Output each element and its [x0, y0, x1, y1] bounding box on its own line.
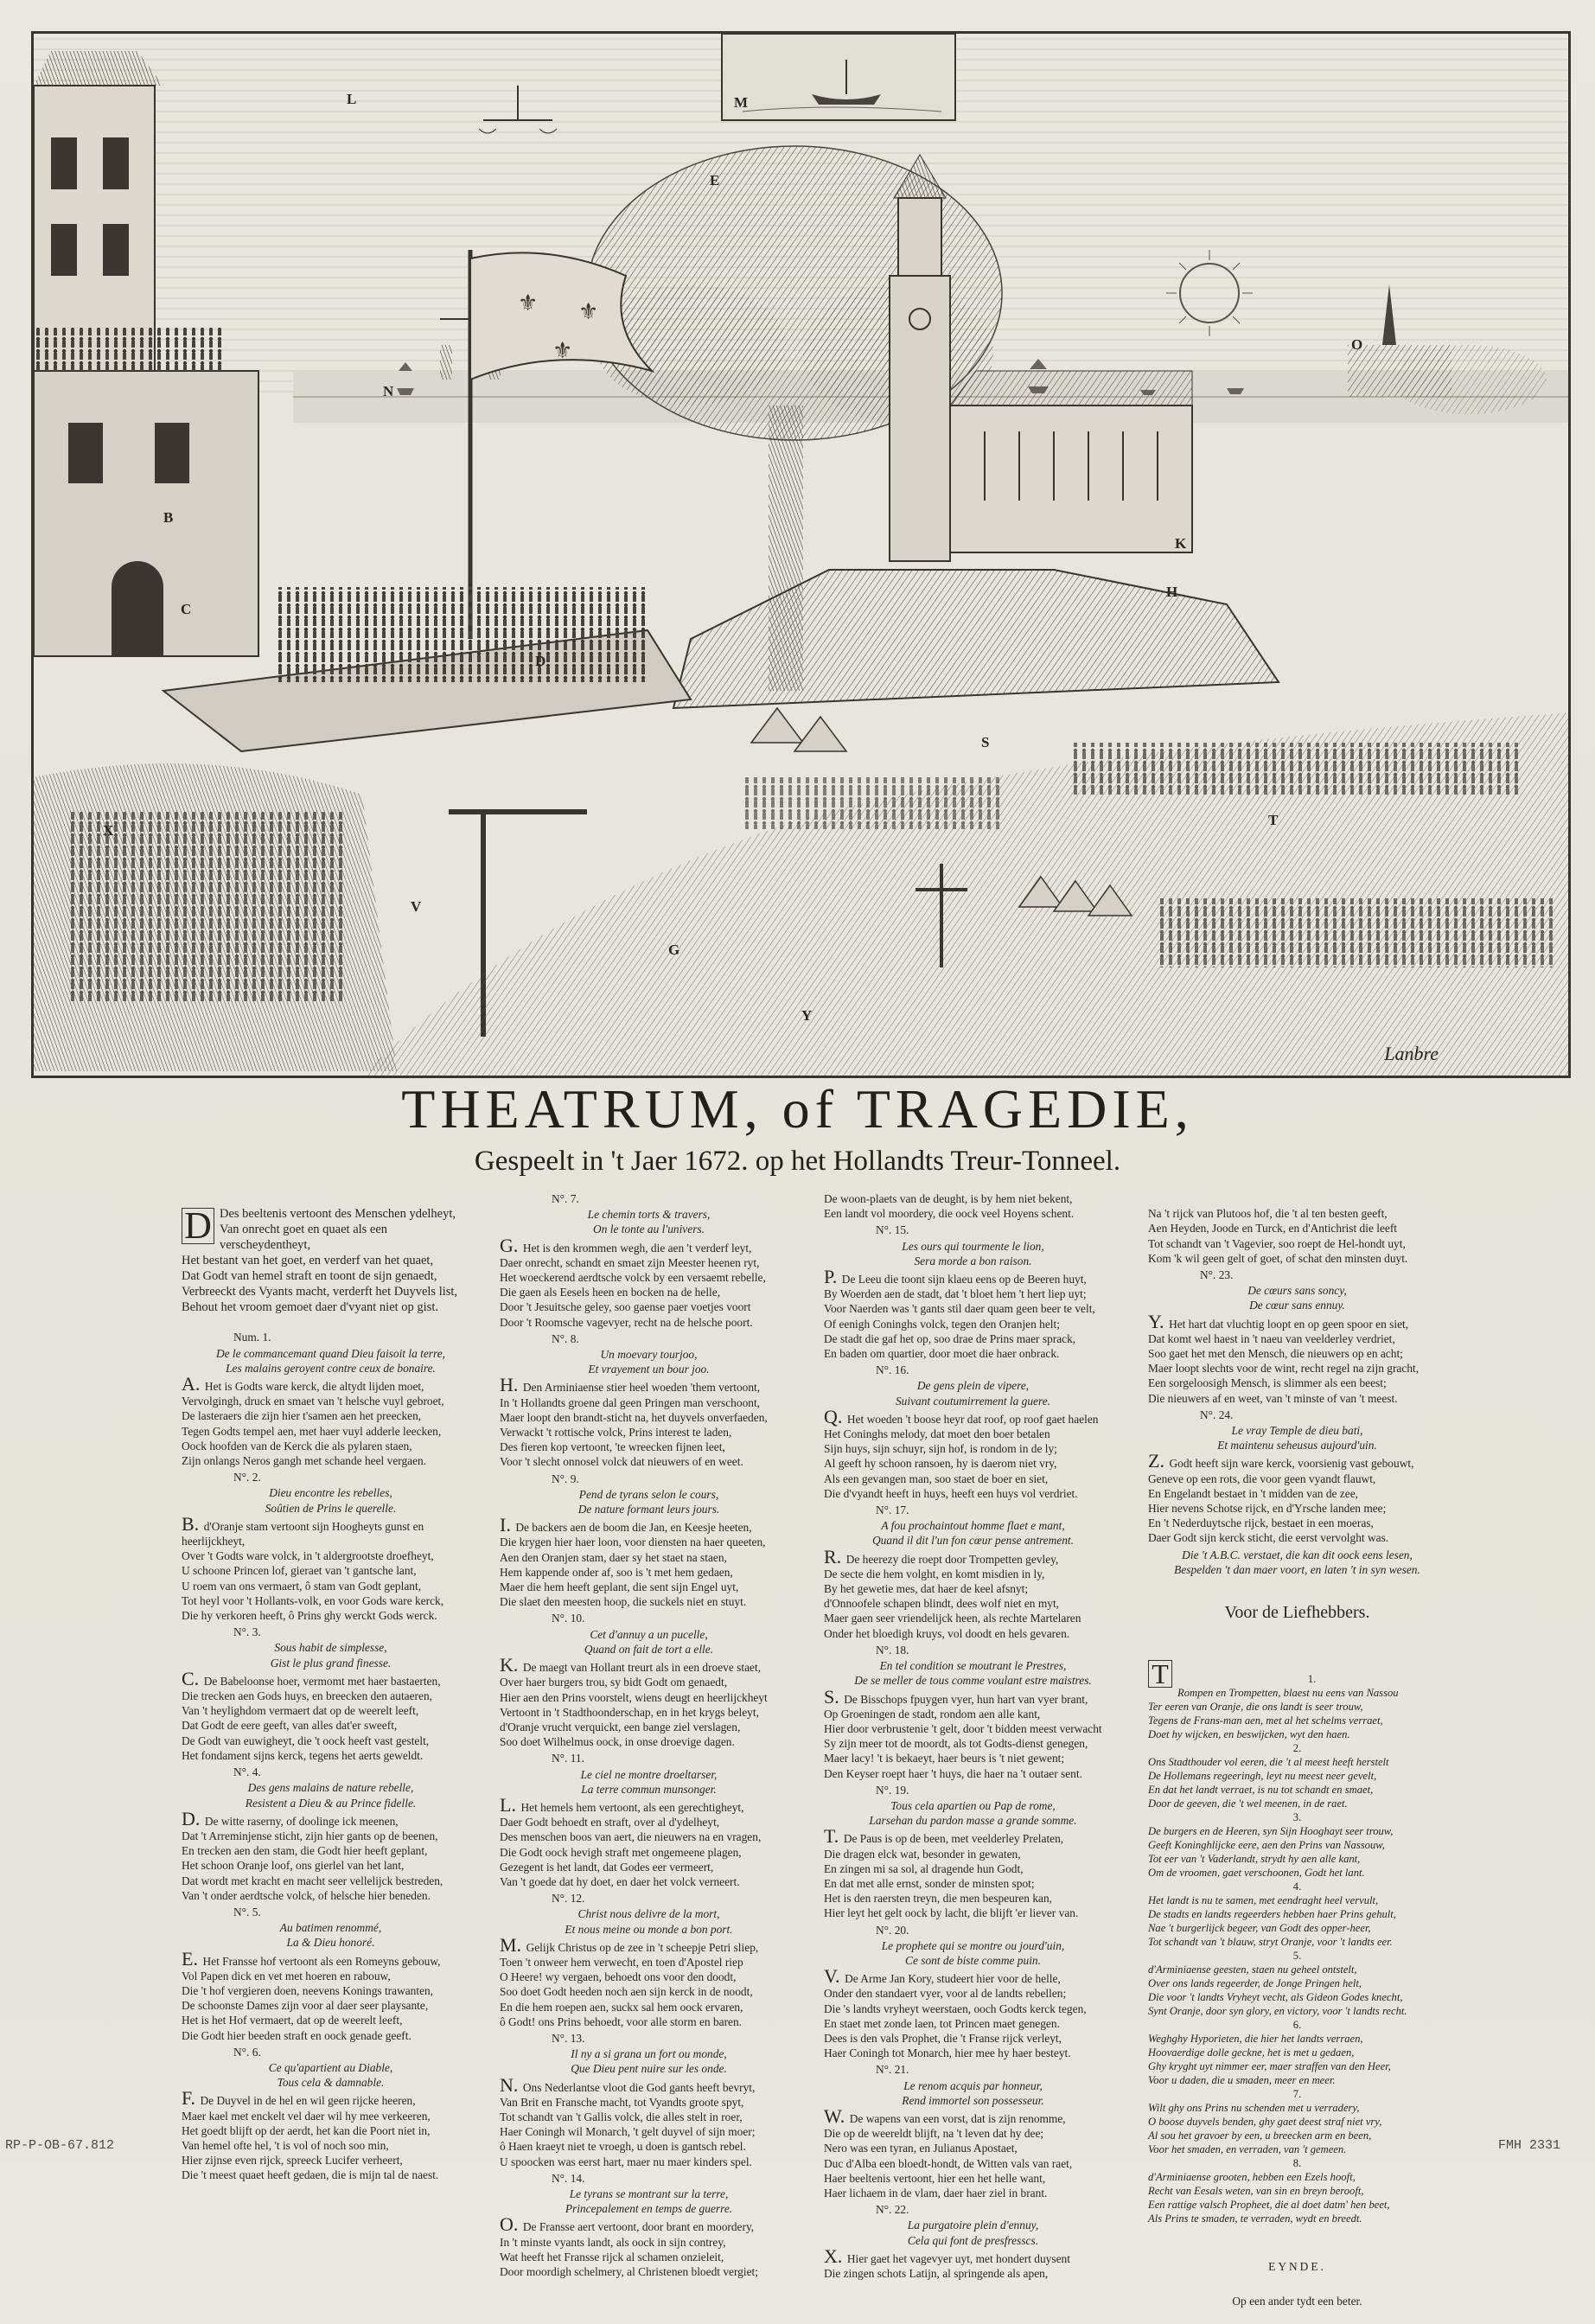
verse-letter: R.	[824, 1545, 846, 1567]
verse-text: Het is den krommen wegh, die aen 't verderf leyt, Daer onrecht, schandt en smaet zijn Meester heenen ryt, Het woeckerend aerdtsche volck by een versaemt rebelle, Die gaen als Eesels heen en bocken na de helle, Door 't Jesuitsche geley, soo gaense paer voetjes voort Door 't Roomsche vagevyer, recht na de helsche poort.	[500, 1241, 766, 1329]
french-motto: Un moevary tourjoo, Et vrayement un bour joo.	[588, 1348, 710, 1376]
stanza-number: 3.	[1292, 1810, 1302, 1823]
stanza-text: Het landt is nu te samen, met eendraght heel vervult, De stadts en landts regeerders hebben haer Prins gehult, Nae 't burgerlijck begeer, van Godt des opper-heer, Tot schandt van 't blauw, stryt Oranje, voor 't landts eer.	[1148, 1893, 1396, 1948]
shelfmark-right: FMH 2331	[1497, 2138, 1560, 2153]
text-column-3	[824, 1191, 1122, 2282]
verse-entry	[500, 1472, 798, 1610]
stanza-text: Weghghy Hyporieten, die hier het landts verraen, Hoovaerdige dolle geckne, het is met u gedaen, Ghy kryght uyt nimmer eer, maer straffen van den Heer, Voor u daden, die u smaden, meer en meer.	[1148, 2032, 1391, 2086]
verse-number: N°. 24.	[1200, 1408, 1234, 1421]
verse-text: De Arme Jan Kory, studeert hier voor de helle, Onder den standaert vyer, voor al de landts rebellen; Die 's landts vryheyt weerstaen, ooch Godts kerck tegen, En staet met zonde laen, tot Princen maet genegen. Dees is den vals Prophet, die 't Franse rijck verleyt, Haer Coningh tot Monarch, hier mee hy haer besteyt.	[824, 1972, 1087, 2060]
svg-text:⚜: ⚜	[552, 338, 573, 364]
stanza-number: 7.	[1292, 2087, 1302, 2100]
verse-number: Num. 1.	[233, 1331, 271, 1344]
verse-text: De Fransse aert vertoont, door brant en moordery, In 't minste vyants landt, als oock in sijn contrey, Wat heeft het Fransse rijck al schamen onzieleit, Door moordigh schelmery, al Christenen bloedt vergiet;	[500, 2220, 758, 2279]
intro-text: Des beeltenis vertoont des Menschen ydelheyt, Van onrecht goet en quaet als een verscheydentheyt, Het bestant van het goet, en verderf van het quaet, Dat Godt van hemel straft en toont de sijn genaedt, Verbreeckt des Vyants macht, verderft het Duyvels list, Behout het vroom gemoet daer d'vyant niet op gist.	[182, 1207, 458, 1315]
verse-number: N°. 23.	[1200, 1268, 1234, 1282]
verse-number: N°. 4.	[233, 1765, 261, 1779]
verse-number: N°. 21.	[876, 2063, 909, 2077]
song-stanza	[1148, 2018, 1446, 2087]
verse-number: N°. 10.	[552, 1612, 585, 1625]
french-motto: De cœurs sans soncy, De cœur sans ennuy.	[1247, 1284, 1347, 1312]
verse-entry	[182, 1470, 480, 1623]
french-motto: Sous habit de simplesse, Gist le plus grand finesse.	[270, 1641, 392, 1670]
song-stanza	[1148, 1880, 1446, 1949]
verse-entry	[500, 1891, 798, 2029]
french-motto: De gens plein de vipere, Suivant coutumirrement la guere.	[895, 1379, 1050, 1408]
verse-number: N°. 17.	[876, 1504, 909, 1517]
verse-text: De backers aen de boom die Jan, en Keesje heeten, Die krygen hier haer loon, voor diensten na haer queeten, Aen den Oranjen stam, daer sy het staet na staen, Hem kappende onder af, soo is 't met hem gedaen, Maer die hem heeft geplant, die sent sijn Engel uyt, Die slaet den meesten hoop, die suckels niet en stuyt.	[500, 1521, 766, 1609]
plate-letter-e: E	[710, 172, 720, 188]
french-motto: Le vray Temple de dieu bati, Et maintenu seheusus aujourd'uin.	[1217, 1424, 1377, 1452]
verse-entry	[500, 1751, 798, 1889]
svg-text:⚜: ⚜	[578, 299, 599, 325]
verse-text: De Bisschops fpuygen vyer, hun hart van vyer brant, Op Groeningen de stadt, rondom aen alle kant, Hier door verbrustenie 't gelt, door 't bidden meest verwacht Sy zijn meer tot de moordt, als tot Godts-dienst genegen, Maer lacy! 't is bekaeyt, haer beurs is 't niet gewent; Den Keyser roept haer 't huys, die haer na 't outaer sent.	[824, 1692, 1102, 1780]
plate-letter-s: S	[981, 734, 990, 750]
song-stanza	[1148, 1949, 1446, 2018]
verse-number: N°. 20.	[876, 1923, 909, 1937]
verse-text: De Leeu die toont sijn klaeu eens op de Beeren huyt, By Woerden aen de stadt, dat 't bloet hem 't hert liep uyt; Voor Naerden was 't gants stil daer quam geen beer te velt, Of eenigh Coninghs volck, tegen den Oranjen helt; De stadt die gaf het op, soo drae de Prins maer sprack, En baden om quartier, door moet die haer onbrack.	[824, 1273, 1095, 1361]
plate-letter-m: M	[734, 94, 749, 111]
verse-entry	[182, 1625, 480, 1763]
verse-letter: K.	[500, 1654, 523, 1676]
french-motto: Tous cela apartien ou Pap de rome, Larsehan du pardon masse a grande somme.	[869, 1798, 1077, 1828]
verse-letter: F.	[182, 2087, 201, 2110]
plate-letter-c: C	[181, 601, 192, 617]
plate-letter-o: O	[1351, 336, 1363, 353]
stanza-text: d'Arminiaense geesten, staen nu geheel ontstelt, Over ons lands regeerder, de Jonge Pringen helt, Die voor 't landts Vryheyt vecht, als Gideon Godes knecht, Synt Oranje, door syn glory, en victory, voor 't landts recht.	[1148, 1963, 1407, 2017]
verse-entry	[824, 2062, 1122, 2200]
verse-letter: P.	[824, 1266, 842, 1288]
verse-text: De heerezy die roept door Trompetten gevley, De secte die hem volght, en komt misdien in ly, By het gewetie mes, dat haer de keel afsnyt; d'Onnoofele schapen blindt, dees wolf niet en myt, Maer gaen seer vriendelijck heen, als rechte Martelaren Onder het bloedigh kruys, vol doodt en hels gevaren.	[824, 1552, 1081, 1640]
song-stanza	[1148, 1810, 1446, 1880]
verse-number: N°. 7.	[552, 1192, 579, 1205]
verse-letter: W.	[824, 2104, 850, 2127]
verse-letter: G.	[500, 1234, 523, 1256]
verse-number: N°. 11.	[552, 1752, 584, 1765]
text-column-1	[182, 1191, 480, 2200]
verse-entry	[500, 2031, 798, 2169]
verse-entry	[182, 1330, 480, 1468]
verse-entry	[824, 1363, 1122, 1501]
verse-letter: Z.	[1148, 1450, 1170, 1472]
verse-number: N°. 14.	[552, 2171, 585, 2185]
verse-number: N°. 19.	[876, 1783, 909, 1797]
verse-entry	[182, 1905, 480, 2043]
plate-letter-v: V	[411, 898, 422, 915]
french-motto: Le prophete qui se montre ou jourd'uin, Ce sont de biste comme puin.	[881, 1938, 1065, 1967]
verse-text: Het woeden 't boose heyr dat roof, op roof gaet haelen Het Coninghs melody, dat moet den boer betalen Sijn huys, sijn schuyr, sijn hof, is rondom in de ly; Al geeft hy schoon ransoen, hy is daerom niet vry, Als een gevangen man, soo staet de boer en siet, Die d'vyandt heeft in huys, heeft een huys vol verdriet.	[824, 1412, 1099, 1500]
verse-number: N°. 13.	[552, 2031, 585, 2045]
verse-entry	[1148, 1408, 1446, 1546]
plate-letter-b: B	[163, 509, 174, 526]
verse-text: Het hemels hem vertoont, als een gerechtigheyt, Daer Godt behoedt en straft, over al d'ydelheyt, Des menschen boos van aert, die nieuwers na en vragen, Die Godt oock hevigh straft met ongemeene plagen, Gezegent is het landt, dat Godes eer vermeert, Van 't goede dat hy doet, en daer het volck verneert.	[500, 1800, 762, 1888]
text-column-4	[1148, 1191, 1446, 2324]
verse-number: N°. 9.	[552, 1472, 579, 1485]
verse-letter: Q.	[824, 1405, 847, 1427]
verse-number: N°. 18.	[876, 1643, 909, 1657]
text-column-2	[500, 1191, 798, 2281]
verse-entry	[500, 2171, 798, 2279]
verse-number: N°. 5.	[233, 1905, 261, 1919]
verse-number: N°. 15.	[876, 1223, 909, 1237]
stanza-text: Wilt ghy ons Prins nu schenden met u verradery, O boose duyvels benden, ghy gaet deest straf niet vry, Al sou het gravoer by een, u breecken arm en been, Voor het smaden, en verraden, van 't gemeen.	[1148, 2101, 1382, 2155]
verse-letter: C.	[182, 1667, 204, 1689]
plate-letter-n: N	[383, 383, 394, 399]
verse-entry	[182, 1765, 480, 1903]
verse-entry	[1148, 1206, 1446, 1266]
verse-number: N°. 6.	[233, 2045, 261, 2059]
verse-text: De Paus is op de been, met veelderley Prelaten, Die dragen elck wat, besonder in gewaten, En zingen mi sa sol, al dragende hun Godt, En dat met alle ernst, sonder de minsten spot; Het is den raersten treyn, die men bespeuren kan, Hier leyt het gelt oock by lacht, die blijft 'er liever van.	[824, 1832, 1079, 1920]
french-motto: Cet d'annuy a un pucelle, Quand on fait de tort a elle.	[584, 1627, 714, 1656]
stanza-number: 6.	[1292, 2018, 1302, 2031]
french-motto: Les ours qui tourmente le lion, Sera morde a bon raison.	[902, 1239, 1044, 1267]
plate-letter-t: T	[1268, 812, 1279, 828]
french-motto: La purgatoire plein d'ennuy, Cela qui font de presfresscs.	[907, 2219, 1039, 2247]
french-motto: Le tyrans se montrant sur la terre, Princepalement en temps de guerre.	[565, 2187, 733, 2216]
stanza-text: De burgers en de Heeren, syn Sijn Hooghayt seer trouw, Geeft Koninghlijcke eere, aen den Prins van Nassouw, Tot eer van 't Vaderlandt, strydt hy aen alle kant, Om de vroomen, gaet verschoonen, Godt het lant.	[1148, 1824, 1394, 1879]
stanza-text: Ons Stadthouder vol eeren, die 't al meest heeft herstelt De Hollemans regeeringh, leyt nu meest neer gevelt, En dat het landt verraet, is nu tot schandt en smaet, Door de geeven, die 't wel meenen, in de raet.	[1148, 1755, 1389, 1810]
verse-text: De maegt van Hollant treurt als in een droeve staet, Over haer burgers trou, sy bidt Godt om genaedt, Hier aen den Prins voorstelt, wiens deugt en heerlijckheyt Vertoont in 't Stadthoonderschap, en in het krygs beleyt, d'Oranje vrucht verquickt, een bange ziel verslagen, Soo doet Wilhelmus oock, in onse droevige dagen.	[500, 1661, 768, 1749]
french-motto: Le ciel ne montre droeltarser, La terre commun munsonger.	[580, 1767, 718, 1796]
footer-line: Op een ander tydt een beter.	[1232, 2295, 1362, 2308]
etching-plate	[31, 31, 1571, 1078]
page-title: THEATRUM, of TRAGEDIE,	[401, 1078, 1194, 1140]
intro-verse	[182, 1206, 480, 1315]
verse-entry	[824, 2202, 1122, 2281]
plate-letter-d: D	[535, 653, 546, 669]
verse-entry	[500, 1191, 798, 1330]
french-motto: Le chemin torts & travers, On le tonte au l'univers.	[587, 1208, 711, 1236]
french-motto: Des gens malains de nature rebelle, Resistent a Dieu & au Prince fidelle.	[245, 1781, 417, 1810]
verse-letter: L.	[500, 1793, 521, 1816]
french-motto: Christ nous delivre de la mort, Et nous meine ou monde a bon port.	[565, 1907, 733, 1936]
verse-text: Den Arminiaense stier heel woeden 'them vertoont, In 't Hollandts groene dal geen Pringen man verschoont, Maer loopt den brandt-sticht na, het duyvels onverfaeden, Verwackt 't rottische volck, Prins interest te laden, Des fieren kop vertoont, 'te wreecken fijnen leet, Voor 't slecht onnosel volck dat nieuwers of en weet.	[500, 1381, 768, 1469]
verse-text: Hier gaet het vagevyer uyt, met hondert duysent Die zingen schots Latijn, al springende als apen,	[824, 2251, 1070, 2281]
stanza-number: 5.	[1292, 1949, 1302, 1962]
verse-text: Godt heeft sijn ware kerck, voorsienig vast gebouwt, Geneve op een rots, die voor geen vyandt flauwt, En Engelandt bestaet in 't midden van de zee, Hier nevens Schotse rijck, en d'Yrsche landen mee; En 't Nederduytsche rijck, bestaet in een moeras, Daer Godt sijn kerck sticht, die eerst vervolght was.	[1148, 1457, 1414, 1545]
verse-letter: I.	[500, 1514, 516, 1536]
verse-letter: M.	[500, 1933, 526, 1956]
stanza-number: 8.	[1292, 2156, 1302, 2169]
plate-letter-g: G	[668, 942, 680, 958]
verse-letter: D.	[182, 1807, 205, 1829]
liefhebbers-heading: Voor de Liefhebbers.	[1224, 1603, 1370, 1623]
verse-letter: O.	[500, 2213, 523, 2236]
song-stanza	[1148, 2087, 1446, 2156]
stanza-number: 1.	[1307, 1672, 1317, 1685]
verse-number: N°. 2.	[233, 1471, 261, 1484]
plate-letter-y: Y	[801, 1007, 813, 1024]
verse-entry	[1148, 1267, 1446, 1406]
verse-text: De woon-plaets van de deught, is by hem niet bekent, Een landt vol moordery, die oock veel Hoyens schent.	[824, 1192, 1075, 1221]
stanza-number: 4.	[1292, 1880, 1302, 1893]
verse-text: De Duyvel in de hel en wil geen rijcke heeren, Maer kael met enckelt vel daer wil hy mee verkeeren, Het goedt blijft op der aerdt, het kan die Poort niet in, Van hemel ofte hel, 't is vol of noch soo min, Hier zijnse even rijck, spreeck Lucifer verheert, Die 't meest quaet heeft gedaen, die is mijn tal de naest.	[182, 2094, 439, 2182]
verse-letter: B.	[182, 1512, 204, 1535]
french-motto: A fou prochaintout homme flaet e mant, Quand il dit l'un fon cœur pense antrement.	[872, 1519, 1074, 1548]
verse-entry	[500, 1331, 798, 1470]
french-motto: En tel condition se moutrant le Prestres, De se meller de tous comme voulant estre maistres.	[854, 1659, 1092, 1688]
french-motto: Dieu encontre les rebelles, Soûtien de Prins le querelle.	[265, 1486, 397, 1515]
french-motto: Die 't A.B.C. verstaet, die kan dit oock eens lesen, Bespelden 't dan maer voort, en laten 't in syn wesen.	[1174, 1548, 1420, 1576]
french-motto: Ce qu'apartient au Diable, Tous cela & damnable.	[268, 2060, 393, 2090]
song-stanza	[1148, 2156, 1446, 2225]
verse-text: Het Fransse hof vertoont als een Romeyns gebouw, Vol Papen dick en vet met hoeren en rabouw, Die 't hof vergieren doen, neevens Konings trawanten, De schoonste Dames zijn voor al daer seer playsante, Het is het Hof vermaert, dat op de weerelt leeft, Die Godt hier beeden straft en oock genade geeft.	[182, 1954, 441, 2042]
french-motto: De le commancemant quand Dieu faisoit la terre, Les malains geroyent contre ceux de bonaire.	[215, 1346, 446, 1375]
verse-entry	[182, 2045, 480, 2183]
verse-number: N°. 3.	[233, 1625, 261, 1639]
verse-letter: N.	[500, 2073, 523, 2096]
verse-entry	[1148, 1548, 1446, 1577]
verse-letter: V.	[824, 1965, 845, 1988]
verse-text: De Babeloonse hoer, vermomt met haer bastaerten, Die trecken aen Gods huys, en breecken den autaeren, Van 't heylighdom vermaert dat op de weerelt leeft, Dat Godt de eere geeft, van alles dat'er sweeft, De Godt van euwigheyt, die 't oock heeft vast gestelt, Het fondament sijns kerck, tegens het aerts geweldt.	[182, 1674, 441, 1762]
plate-letter-x: X	[103, 822, 114, 839]
svg-text:⚜: ⚜	[518, 290, 539, 316]
verse-letter: S.	[824, 1685, 845, 1708]
french-motto: Pend de tyrans selon le cours, De nature formant leurs jours.	[577, 1487, 720, 1516]
verse-number: N°. 12.	[552, 1892, 585, 1906]
verse-entry	[824, 1223, 1122, 1361]
verse-text: De wapens van een vorst, dat is zijn renomme, Die op de weereldt blijft, na 't leven dat hy dee; Nero was een tyran, en Julianus Apostaet, Duc d'Alba een bloedt-hondt, de Witten vals van raet, Haer beeltenis vertoont, hier een het helle want, Haer lichaem in de vlam, daer haer ziel in brant.	[824, 2111, 1073, 2200]
verse-text: Het hart dat vluchtig loopt en op geen spoor en siet, Dat komt wel haest in 't naeu van veelderley verdriet, Soo gaet het met den Mensch, die nieuwers op en acht; Maer loopt slechts voor de wint, recht regel na zijn gracht, Een sorgeloosigh Mensch, is slimmer als een beest; Die nieuwers af en weet, van 't minste of van 't meest.	[1148, 1317, 1420, 1405]
verse-letter: E.	[182, 1947, 203, 1970]
verse-text: Gelijk Christus op de zee in 't scheepje Petri sliep, Toen 't onweer hem verwecht, en toen d'Apostel riep O Heere! wy vergaen, behoedt ons voor den doodt, Soo doet Godt heeden noch aen sijn kerck in de noodt, En die hem roepen aen, suckx sal hem oock ervaren, ô Godt! ons Prins behoedt, voor alle storm en baren.	[500, 1940, 759, 2028]
verse-text: De witte raserny, of doolinge ick meenen, Dat 't Arreminjense sticht, zijn hier gants op de beenen, En trecken aen den stam, die Godt hier heeft geplant, Het schoon Oranje loof, ons gierlel van het lant, Dat wordt met kracht en macht seer vellelijck bestreden, Van 't onder aerdtsche volck, of helsche hier beneden.	[182, 1814, 443, 1902]
drop-capital: D	[182, 1208, 214, 1244]
verse-entry	[824, 1503, 1122, 1641]
verse-text: d'Oranje stam vertoont sijn Hoogheyts gunst en heerlijckheyt, Over 't Godts ware volck, in 't aldergrootste droefheyt, U schoone Princen lof, gieraet van 't gantsche lant, U roem van ons vermaert, ô stam van Godt geplant, Tot heyl voor 't Hollants-volk, en voor Gods ware kerck, Die hy verkoren heeft, ô Prins ghy werckt Gods werck.	[182, 1519, 444, 1623]
french-motto: Le renom acquis par honneur, Rend immortel son possesseur.	[902, 2078, 1044, 2107]
verse-letter: Y.	[1148, 1310, 1170, 1332]
verse-number: N°. 22.	[876, 2203, 909, 2217]
verse-text: Ons Nederlantse vloot die God gants heeft bevryt, Van Brit en Fransche macht, tot Vyandts groote spyt, Tot schandt van 't Gallis volck, die alles stelt in roer, Haer Coningh wil Monarch, 't gelt duyvel of sijn moer; ô Haen kraeyt niet te vroegh, u doen is gantsch rebel. U spoocken was eerst hart, maer nu maer kinders spel.	[500, 2080, 756, 2168]
verse-number: N°. 16.	[876, 1363, 909, 1377]
verse-letter: A.	[182, 1373, 205, 1395]
verse-entry	[500, 1611, 798, 1749]
artist-signature: Lanbre	[1384, 1043, 1439, 1064]
plate-letter-h: H	[1166, 584, 1178, 600]
song-stanza	[1148, 1741, 1446, 1810]
page-subtitle: Gespeelt in 't Jaer 1672. op het Hollandts Treur-Tonneel.	[474, 1146, 1121, 1177]
song-drop-capital: T	[1148, 1660, 1172, 1688]
stanza-text: Rompen en Trompetten, blaest nu eens van Nassou Ter eeren van Oranje, die ons landt is seer trouw, Tegens de Frans-man aen, met al het schelms verraet, Doet hy wijcken, en beswijcken, wyt den haen.	[1148, 1686, 1399, 1740]
french-motto: Au batimen renommé, La & Dieu honoré.	[279, 1921, 382, 1950]
verse-letter: T.	[824, 1825, 844, 1848]
etching-illustration	[34, 34, 1568, 1076]
verse-letter: H.	[500, 1374, 523, 1396]
verse-entry	[824, 1923, 1122, 2061]
plate-letter-l: L	[347, 91, 357, 107]
stanza-text: d'Arminiaense grooten, hebben een Ezels hooft, Recht van Eesals weten, van sin en breyn berooft, Een rattige valsch Propheet, die al doet datm' hen beet, Als Prins te smaden, te verraden, wydt en breedt.	[1148, 2170, 1390, 2225]
song-verses	[1148, 1644, 1446, 2239]
shelfmark-left: RP-P-OB-67.812	[5, 2138, 115, 2153]
song-stanza	[1148, 1672, 1446, 1741]
verse-entry	[824, 1191, 1122, 1221]
ending-word: EYNDE.	[1268, 2259, 1326, 2273]
verse-number: N°. 8.	[552, 1331, 579, 1345]
stanza-number: 2.	[1292, 1741, 1302, 1754]
verse-text: Het is Godts ware kerck, die altydt lijden moet, Vervolgingh, druck en smaet van 't helsche vuyl gebroet, De lasteraers die zijn hier t'samen aen het preecken, Tegen Godts tempel aen, met haer vuyl adderle leecken, Oock hoofden van de Kerck die als pylaren staen, Zijn onlangs Neros gangh met schande heel vergaen.	[182, 1380, 444, 1468]
verse-entry	[824, 1643, 1122, 1781]
verse-letter: X.	[824, 2244, 847, 2267]
verse-entry	[824, 1783, 1122, 1921]
verse-text: Na 't rijck van Plutoos hof, die 't al ten besten geeft, Aen Heyden, Joode en Turck, en d'Antichrist die leeft Tot schandt van 't Vagevier, soo roept de Hel-hondt uyt, Kom 'k wil geen gelt of goet, of schat den minsten duyt.	[1148, 1207, 1408, 1265]
french-motto: Il ny a si grana un fort ou monde, Que Dieu pent nuire sur les onde.	[571, 2047, 727, 2076]
plate-letter-k: K	[1175, 535, 1187, 552]
